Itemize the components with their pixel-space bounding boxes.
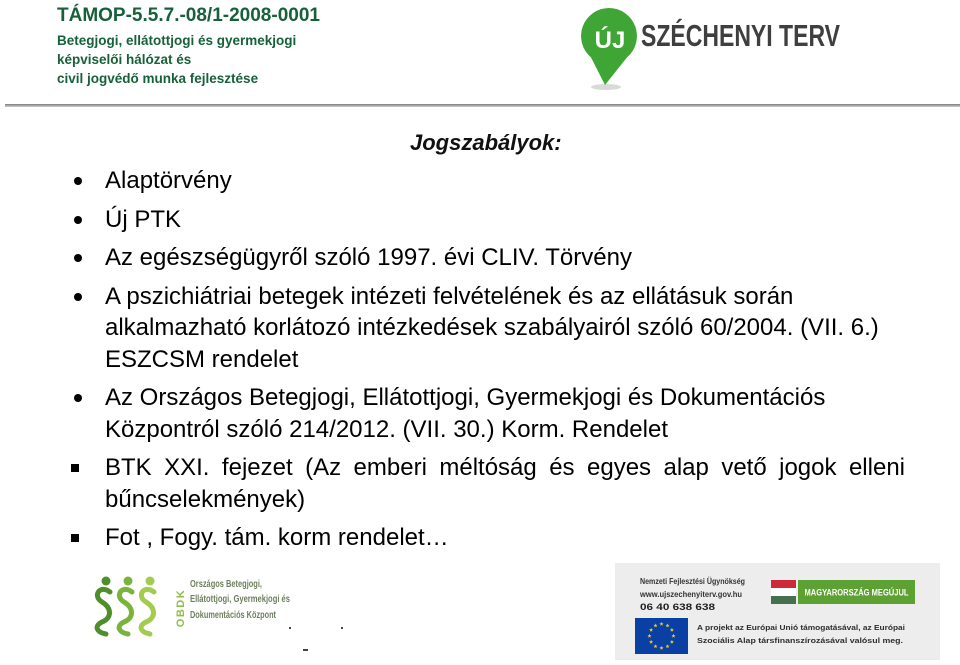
list-item-text: Az egészségügyről szóló 1997. évi CLIV. Törvény (105, 244, 632, 271)
disc-bullet-icon (74, 394, 82, 402)
agency-website: www.ujszechenyiterv.gov.hu (639, 590, 743, 599)
list-item-text: Új PTK (105, 205, 182, 233)
page-title: Jogszabályok: (410, 130, 562, 155)
flag-stripe-green (771, 596, 796, 604)
list-item-text: bűncselekmények) (105, 485, 306, 513)
figure-head (124, 577, 133, 586)
project-title-line: Betegjogi, ellátottjogi és gyermekjogi (57, 33, 297, 48)
obdk-vertical-text: OBDK (175, 588, 187, 628)
project-title-line: képviselői hálózat és (57, 52, 192, 67)
project-code: TÁMOP-5.5.7.-08/1-2008-0001 (57, 5, 320, 26)
szechenyi-terv-logo (575, 0, 850, 95)
figure-head (146, 577, 155, 586)
figure-body (97, 589, 110, 634)
funding-panel (615, 563, 940, 660)
disc-bullet-icon (74, 177, 82, 185)
list-item (0, 281, 960, 376)
project-header (57, 5, 320, 88)
list-item (0, 382, 960, 445)
decorative-dot (341, 627, 343, 629)
list-item-text: Központról szóló 214/2012. (VII. 30.) Korm. Rendelet (105, 415, 668, 443)
list-item-text: ESZCSM rendelet (105, 345, 299, 373)
hungarian-flag-icon (771, 580, 796, 604)
list-item (0, 204, 960, 236)
paragraph-figures-logo-icon (97, 577, 154, 635)
logo-shadow (591, 84, 621, 90)
disc-bullet-icon (74, 216, 82, 224)
list-item (0, 522, 960, 554)
legislation-list (0, 165, 960, 561)
square-bullet-icon (71, 464, 79, 472)
list-item (0, 165, 960, 197)
figure-body (141, 589, 154, 634)
list-item (0, 242, 960, 274)
square-bullet-icon (71, 534, 79, 542)
disc-bullet-icon (74, 293, 82, 301)
list-item-text: Az Országos Betegjogi, Ellátottjogi, Gyermekjogi és Dokumentációs (105, 384, 826, 411)
eu-funding-text: A projekt az Európai Unió támogatásával, az Európai (697, 623, 905, 632)
list-item-text: Alaptörvény (105, 167, 232, 194)
obdk-logo (92, 570, 307, 655)
decorative-dot (289, 627, 291, 629)
renewal-badge-text: MAGYARORSZÁG MEGÚJUL (804, 587, 929, 598)
org-name-line: Dokumentációs Központ (190, 609, 277, 621)
org-name-line: Ellátottjogi, Gyermekjogi és (190, 593, 291, 605)
list-item-text: Fot , Fogy. tám. korm rendelet… (105, 524, 449, 551)
figure-body (119, 589, 132, 634)
eu-funding-text: Szociális Alap társfinanszírozásával valósul meg. (697, 636, 903, 645)
eu-flag-icon (635, 618, 688, 654)
disc-bullet-icon (74, 254, 82, 262)
list-item-text: alkalmazható korlátozó intézkedések szabályairól szóló 60/2004. (VII. 6.) (105, 314, 879, 341)
figure-head (102, 577, 111, 586)
decorative-dash (303, 649, 308, 651)
org-name-line: Országos Betegjogi, (190, 578, 263, 590)
agency-phone: 06 40 638 638 (640, 602, 715, 612)
list-item (0, 452, 960, 515)
project-title-line: civil jogvédő munka fejlesztése (57, 71, 259, 86)
flag-stripe-red (771, 580, 796, 588)
list-item-text: A pszichiátriai betegek intézeti felvételének és az ellátásuk során (105, 282, 794, 310)
logo-wordmark: SZÉCHENYI TERV (641, 18, 841, 53)
agency-name: Nemzeti Fejlesztési Ügynökség (640, 577, 746, 586)
list-item-text: BTK XXI. fejezet (Az emberi méltóság és egyes alap vető jogok elleni (105, 454, 905, 481)
logo-pin-text: ÚJ (594, 27, 626, 54)
header-divider (5, 104, 960, 107)
flag-stripe-white (771, 588, 796, 596)
